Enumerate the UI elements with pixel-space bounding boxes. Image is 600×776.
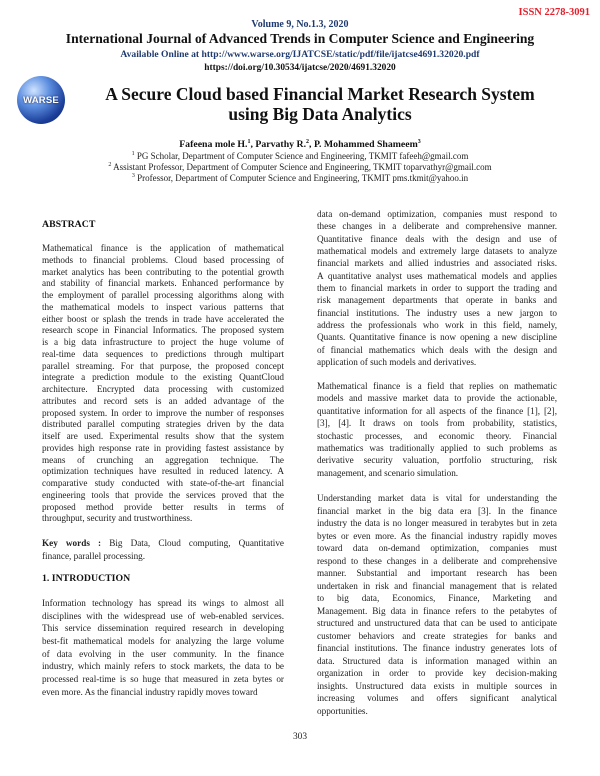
text-line: manner. Substantial and important research has been [317,568,557,578]
paper-title-line-2: using Big Data Analytics [228,104,412,124]
journal-title: International Journal of Advanced Trends in Computer Science and Engineering [65,31,535,46]
text-line: of data evolving in the user community. In the finance [42,648,284,659]
text-line: comparative study conducted with state-of-the-art financial [42,478,284,488]
volume-label: Volume 9, No.1.3, 2020 [251,19,349,30]
text-line: This service dissemination required research in developing [42,623,284,634]
text-line: industry, which mainly refers to stock markets, the data to be [42,661,284,672]
text-line: quantitative information for all aspects of the finance [1], [2], [317,405,557,416]
text-line: engineering tools that provide the services proved that the [42,489,284,500]
text-line: architecture. Encrypted data processing with customized [42,384,284,394]
text-line: market analytics has been contributing to the potential growth [42,266,284,277]
keywords-label: Key words : [42,538,102,548]
text-line: industry the data is no longer measured in terabytes but in zeta [317,518,557,528]
text-line: Understanding market data is vital for understanding the [317,493,557,503]
affiliation-text: Professor, Department of Computer Science and Engineering, TKMIT pms.tkmit@yahoo.in [134,173,469,183]
text-line: processed real-time is so huge that measured in zeta bytes or [42,674,284,685]
text-line: stochastic processes, and economic theory. Financial [317,430,557,441]
text-line: itself are used. Experimental results show that the system [42,431,284,441]
text-line: the employment of parallel processing algorithms along with [42,290,284,300]
affiliation-sup: 3 [131,173,135,179]
affiliation-2 [0,162,600,172]
separator: , [250,139,256,150]
logo-text: WARSE [23,94,59,106]
text-line: is a big data infrastructure to project the huge volume of [42,337,284,347]
right-paragraph-1 [317,208,557,368]
page-number: 303 [292,732,308,742]
text-line: either boost or splash the trends in trade have accelerated the [42,313,284,324]
abstract-heading: ABSTRACT [42,219,96,230]
text-line: financial institutions. The finance industry generates lots of [317,643,557,653]
text-line: financial institutions. The industry uses a new jargon to [317,307,557,318]
author-name: Parvathy R. [255,139,307,150]
text-line: Quantitative finance deals with the design and use of [317,233,557,244]
text-line: research scope in Financial Informatics. The proposed system [42,325,284,336]
text-line: best-fit mathematical models for analyzing the large volume [42,636,284,647]
text-line: provides high response rate in providing fastest assistance by [42,442,284,453]
text-line: them to financial markets in order to support the trading and [317,283,557,294]
text-line: these changes in a deliberate and comprehensive manner. [317,221,557,232]
introduction-heading: 1. INTRODUCTION [42,573,131,584]
text-line: financial market in the big data era [3]. In the finance [317,505,557,516]
available-online-link[interactable]: Available Online at http://www.warse.org/IJATCSE/static/pdf/file/ijatcse4691.32020.pdf [120,49,480,60]
issn-label: ISSN 2278-3091 [518,7,590,18]
text-line: models and massive market data to provide the actionable, [317,393,557,404]
keywords-line [42,537,284,550]
author-sup: 2 [306,139,310,145]
text-line: opportunities. [317,705,368,716]
text-line: address the professionals who work in this field, namely, [317,320,557,331]
author-name: P. Mohammed Shameem [313,139,418,150]
text-line: undertaken in risk and financial management that is related [317,580,557,591]
text-line: risk management departments that operate in banks and [317,295,557,306]
text-line: even more. As the financial industry rapidly moves toward [42,686,258,697]
doi-link[interactable]: https://doi.org/10.30534/ijatcse/2020/4691.32020 [204,63,396,73]
text-line: parallel streaming. For that purpose, the proposed concept [42,360,284,371]
text-line: Quants. Quantitative finance is now opening a new discipline [317,332,557,343]
text-line: organization in order to provide key decision-making [317,668,557,678]
text-line: proposed system. In order to improve the number of responses [42,407,284,418]
text-line: attributes and record sets is an added advantage of the [42,395,284,406]
affiliation-1 [0,151,600,161]
text-line: A quantitative analyst uses mathematical models and applies [317,270,557,281]
text-line: data. Structured data is information managed within an [317,655,557,666]
affiliation-sup: 1 [131,151,135,157]
separator: , [309,139,314,150]
affiliation-text: PG Scholar, Department of Computer Science and Engineering, TKMIT fafeeh@gmail.com [134,151,469,161]
text-line: methods to financial problems. Cloud based processing of [42,254,284,265]
text-line: bytes or even more. As the financial industry rapidly moves [317,530,557,541]
right-paragraph-2 [317,380,557,479]
text-line: integrate a prediction module to the existing QuantCloud [42,372,284,383]
text-line: throughput, security and trustworthiness. [42,513,193,524]
text-line: disciplines with the widespread use of web-enabled services. [42,610,284,621]
text-line: Information technology has spread its wings to almost all [42,598,284,608]
text-line: increasing volumes and offers significant analytical [317,693,557,703]
text-line: management, and scenario simulation. [317,467,459,478]
keywords-paragraph [42,537,284,562]
text-line: distributed parallel computing strategies driven by the data [42,419,284,430]
text-line: mathematics was traditionally applied to such problems as [317,442,557,453]
author-sup: 3 [417,139,421,145]
text-line: insights. Unstructured data exists in multiple sources in [317,680,557,691]
text-line: to big data, Economics, Finance, Marketing and [317,593,557,603]
paper-title-line-1: A Secure Cloud based Financial Market Research System [105,84,535,104]
text-line: real-time data sequences to predictions through multipart [42,348,284,359]
text-line: the mathematical models to inspect various patterns that [42,301,284,312]
abstract-paragraph [42,243,284,525]
text-line: customer behaviors and create strategies for banks and [317,630,557,641]
affiliation-sup: 2 [108,162,112,168]
text-line: data on-demand optimization, companies must respond to [317,209,557,219]
text-line: financial markets and allied industries and associated risks. [317,258,557,269]
author-list [0,139,600,150]
text-line: respond to these changes in a deliberate and comprehensive [317,555,557,566]
text-line: [3], [4]. It draws on tools from probability, statistics, [317,418,557,429]
affiliation-text: Assistant Professor, Department of Computer Science and Engineering, TKMIT toparvathyr@gmail.com [111,162,492,172]
text-line: means of crunching an aggregation technique. The [42,454,284,465]
affiliation-3 [0,173,600,183]
text-line: proposed method provide better results in terms of [42,501,284,512]
text-line: structured and unstructured data that can be used to anticipate [317,618,557,628]
text-line: mathematical models and extremely large datasets to analyze [317,246,557,257]
author-name: Fafeena mole H. [179,139,248,150]
introduction-paragraph [42,597,284,699]
text-line: Management. Big data in finance refers to the petabytes of [317,605,557,616]
text-line: toward data on-demand optimization, companies must [317,543,557,553]
text-line: and stability of financial markets. Enhanced performance by [42,278,284,289]
text-line: Mathematical finance is the application of mathematical [42,243,284,253]
text-line: derivative security valuation, portfolio structuring, risk [317,455,557,466]
text-line: optimization techniques have resulted in reduced latency. A [42,466,284,477]
text-line: Mathematical finance is a field that replies on mathematic [317,381,557,391]
text-line: application of such models and derivatives. [317,357,477,368]
right-paragraph-3 [317,492,557,717]
text-line: of financial mathematics which deals with the design and [317,344,557,355]
keywords-text: Big Data, Cloud computing, Quantitative [101,538,284,548]
keywords-line: finance, parallel processing. [42,550,146,561]
author-sup: 1 [247,139,251,145]
